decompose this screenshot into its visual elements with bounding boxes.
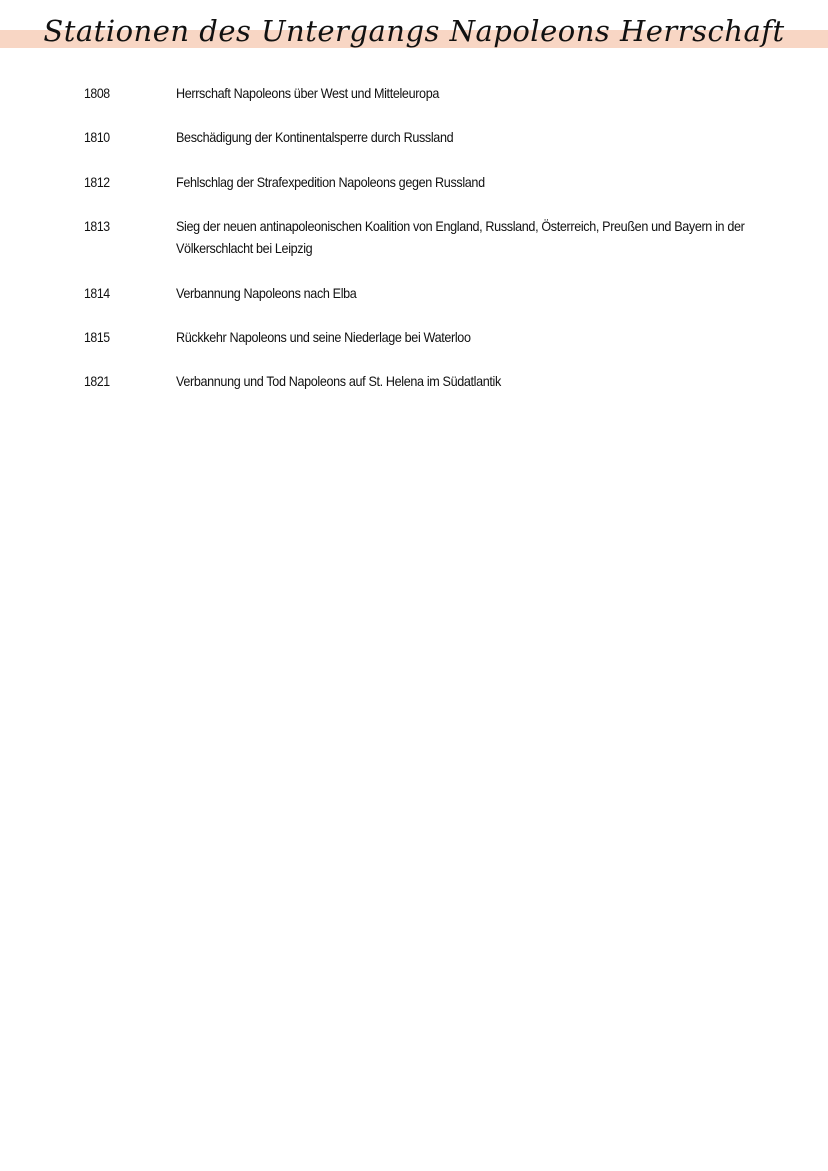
timeline-year: 1808 [84, 85, 110, 101]
timeline-year: 1813 [84, 218, 110, 234]
page-title: Stationen des Untergangs Napoleons Herrschaft [43, 14, 785, 48]
timeline-event: Herrschaft Napoleons über West und Mitteleuropa [176, 85, 439, 101]
timeline-event: Verbannung und Tod Napoleons auf St. Helena im Südatlantik [176, 373, 501, 389]
timeline-event: Fehlschlag der Strafexpedition Napoleons gegen Russland [176, 174, 485, 190]
timeline-year: 1815 [84, 329, 110, 345]
timeline-event: Sieg der neuen antinapoleonischen Koalition von England, Russland, Österreich, Preußen und Bayern in der Völkerschlacht bei Leipzig [176, 218, 745, 256]
timeline-year: 1810 [84, 129, 110, 145]
timeline-year: 1812 [84, 174, 110, 190]
timeline-event: Beschädigung der Kontinentalsperre durch Russland [176, 129, 454, 145]
timeline-event: Verbannung Napoleons nach Elba [176, 285, 357, 301]
timeline-event: Rückkehr Napoleons und seine Niederlage bei Waterloo [176, 329, 471, 345]
timeline-year: 1821 [84, 373, 110, 389]
timeline-year: 1814 [84, 285, 110, 301]
